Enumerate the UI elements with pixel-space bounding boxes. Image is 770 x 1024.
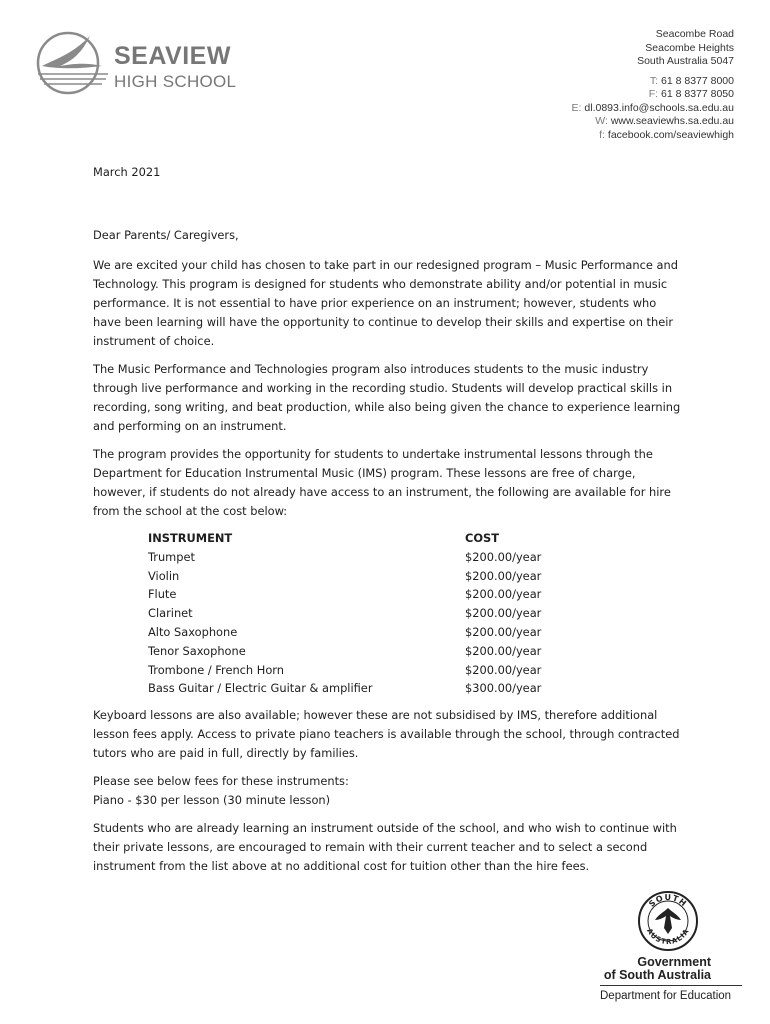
website-line: W: www.seaviewhs.sa.edu.au [595, 115, 734, 127]
cost-cell: $300.00/year [465, 681, 542, 696]
seabird-emblem-icon [30, 28, 110, 98]
fees-piano: Piano - $30 per lesson (30 minute lesson) [93, 793, 331, 808]
letter-body [93, 163, 683, 885]
table-header-row [148, 529, 541, 548]
table-row [148, 642, 541, 661]
letter-date: March 2021 [93, 165, 161, 179]
instrument-cell: Tenor Saxophone [148, 643, 246, 658]
fees-intro: Please see below fees for these instruments: [93, 774, 349, 789]
email-line: E: dl.0893.info@schools.sa.edu.au [571, 101, 734, 114]
table-row [148, 661, 541, 680]
government-logo [600, 890, 750, 1010]
table-row [148, 567, 541, 586]
divider [600, 985, 742, 986]
facebook-line: f: facebook.com/seaviewhigh [599, 128, 734, 141]
instrument-cost-table [148, 529, 541, 698]
school-name: SEAVIEW [114, 42, 231, 70]
svg-text:AUSTRALIA: AUSTRALIA [645, 927, 692, 947]
cost-cell: $200.00/year [465, 587, 542, 602]
column-header-cost: COST [465, 531, 500, 545]
phone-line: T: 61 8 8377 8000 [649, 74, 734, 87]
table-row [148, 604, 541, 623]
paragraph-hire: The program provides the opportunity for students to undertake instrumental lessons through the Department for Education Instrumental Music (IMS) program. These lessons are free of charge, however, if students do not already have access to an instrument, the following are available for hire from the school at the cost below: [93, 447, 671, 518]
column-header-instrument: INSTRUMENT [148, 531, 233, 545]
svg-text:SOUTH: SOUTH [647, 892, 689, 909]
department-name: Department for Education [600, 990, 732, 1002]
cost-cell: $200.00/year [465, 606, 542, 621]
paragraph-intro: We are excited your child has chosen to take part in our redesigned program – Music Performance and Technology. This program is designed for students who demonstrate ability and/or potential in music performance. It is not essential to have prior experience on an instrument; however, students who have been learning will have the opportunity to continue to develop their skills and expertise on their instrument of choice. [93, 258, 678, 348]
table-row [148, 548, 541, 567]
cost-cell: $200.00/year [465, 568, 542, 583]
school-subtitle: HIGH SCHOOL [114, 72, 237, 91]
instrument-cell: Bass Guitar / Electric Guitar & amplifier [148, 681, 373, 696]
instrument-cell: Trumpet [148, 549, 195, 564]
paragraph-keyboard: Keyboard lessons are also available; however these are not subsidised by IMS, therefore additional lesson fees apply. Access to private piano teachers is available through the school, through contracted tutors who are paid in full, directly by families. [93, 708, 680, 761]
cost-cell: $200.00/year [465, 624, 542, 639]
table-row [148, 585, 541, 604]
paragraph-closing: Students who are already learning an instrument outside of the school, and who wish to continue with their private lessons, are encouraged to remain with their current teacher and to select a second instrument from the list above at no additional cost for tuition other than the hire fees. [93, 821, 677, 874]
school-logo [30, 28, 260, 98]
cost-cell: $200.00/year [465, 643, 542, 658]
address-line: Seacombe Heights [645, 41, 734, 54]
cost-cell: $200.00/year [465, 549, 542, 564]
address-line: Seacombe Road [655, 28, 734, 40]
salutation: Dear Parents/ Caregivers, [93, 228, 239, 242]
government-line-1: Government [637, 955, 711, 969]
government-line-2: of South Australia [603, 968, 711, 982]
fax-line: F: 61 8 8377 8050 [648, 88, 734, 100]
fees-block [93, 772, 683, 810]
cost-cell: $200.00/year [465, 662, 542, 677]
instrument-cell: Alto Saxophone [148, 624, 238, 639]
instrument-cell: Violin [148, 568, 180, 583]
address-line: South Australia 5047 [637, 55, 734, 67]
instrument-cell: Trombone / French Horn [148, 662, 285, 677]
paragraph-program: The Music Performance and Technologies program also introduces students to the music industry through live performance and working in the recording studio. Students will develop practical skills in recording, song writing, and beat production, while also being given the chance to experience learning and performing on an instrument. [93, 362, 681, 433]
address-block [572, 28, 734, 142]
table-row [148, 679, 541, 698]
instrument-cell: Flute [148, 587, 177, 602]
state-crest-icon [637, 890, 699, 952]
table-row [148, 623, 541, 642]
instrument-cell: Clarinet [148, 606, 193, 621]
